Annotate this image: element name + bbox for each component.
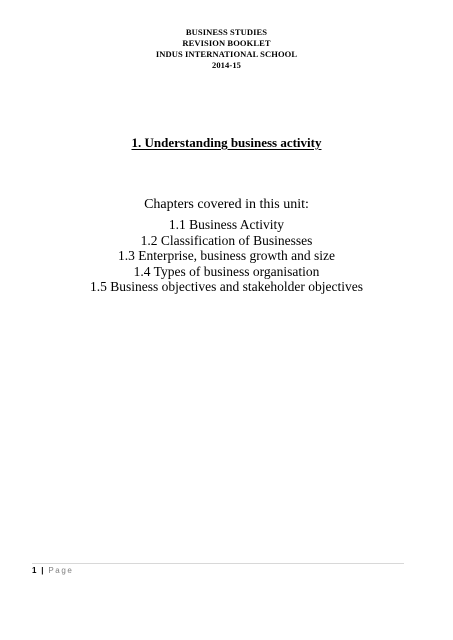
chapter-item: 1.4 Types of business organisation [133, 263, 320, 279]
footer-page-label: Page [48, 566, 74, 575]
header-booklet: REVISION BOOKLET [182, 38, 271, 48]
header-subject: BUSINESS STUDIES [185, 27, 268, 37]
header-year: 2014-15 [211, 60, 242, 70]
footer-divider [32, 563, 404, 564]
chapter-list [0, 217, 453, 295]
chapters-intro: Chapters covered in this unit: [144, 197, 309, 212]
chapter-item: 1.2 Classification of Businesses [140, 232, 313, 248]
document-header [0, 27, 453, 71]
unit-title-text: 1. Understanding business activity [131, 135, 322, 150]
unit-title [0, 135, 453, 151]
footer-separator: | [41, 566, 44, 575]
chapter-item: 1.1 Business Activity [168, 217, 285, 232]
chapter-item: 1.5 Business objectives and stakeholder objectives [90, 279, 363, 295]
header-school: INDUS INTERNATIONAL SCHOOL [155, 49, 298, 59]
chapter-item: 1.3 Enterprise, business growth and size [117, 248, 336, 264]
footer-page-number: 1 [32, 566, 37, 575]
page-footer [32, 566, 73, 576]
